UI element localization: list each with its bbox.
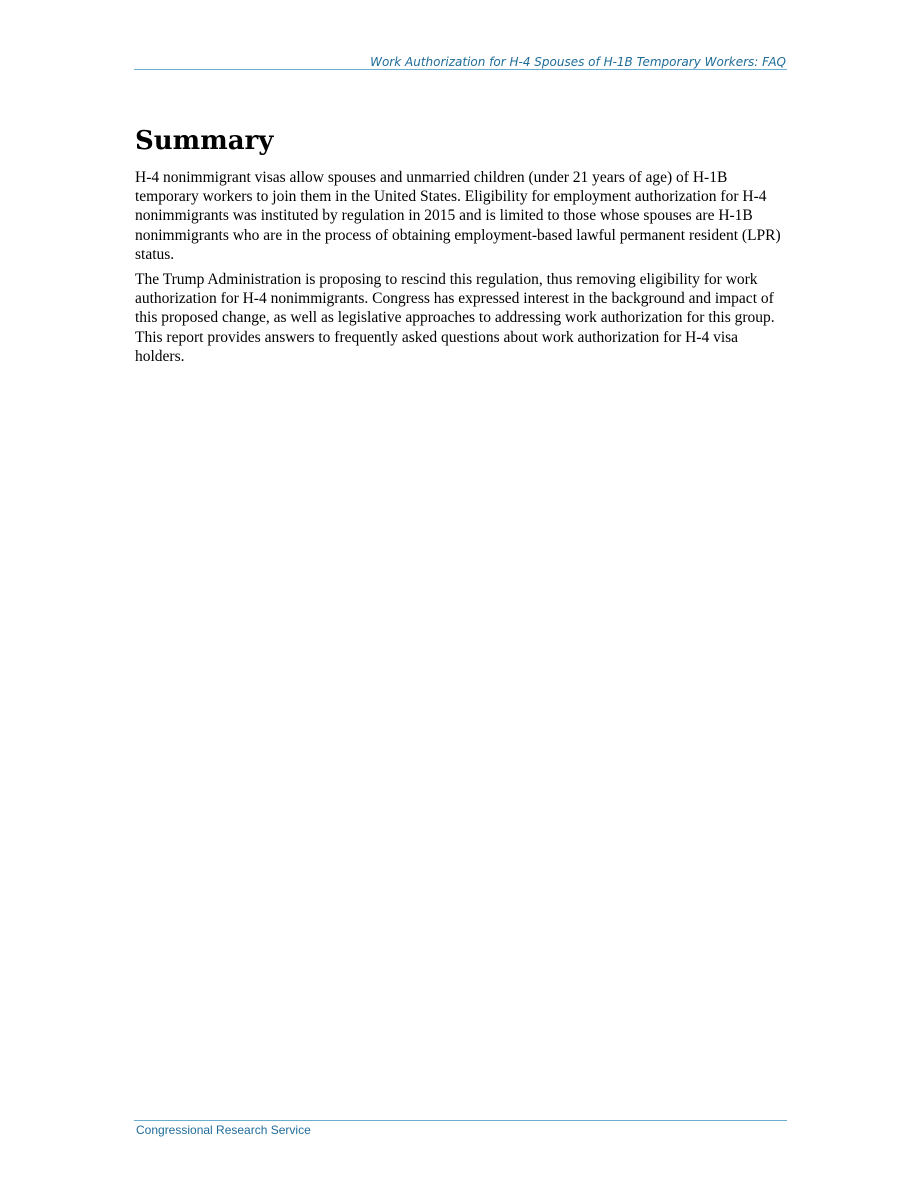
footer-divider xyxy=(134,1120,787,1121)
footer-organization: Congressional Research Service xyxy=(136,1123,311,1137)
header-divider xyxy=(134,69,787,70)
summary-body xyxy=(135,168,790,372)
page-title: Summary xyxy=(135,126,274,156)
summary-paragraph-1: H-4 nonimmigrant visas allow spouses and unmarried children (under 21 years of age) of H-1B temporary workers to join them in the United States. Eligibility for employment authorization for H-4 nonimmigrants was instituted by regulation in 2015 and is limited to those whose spouses are H-1B nonimmigrants who are in the process of obtaining employment-based lawful permanent resident (LPR) status. xyxy=(135,169,781,263)
running-header: Work Authorization for H-4 Spouses of H-1B Temporary Workers: FAQ xyxy=(370,55,786,69)
summary-paragraph-2: The Trump Administration is proposing to rescind this regulation, thus removing eligibility for work authorization for H-4 nonimmigrants. Congress has expressed interest in the background and impact of this proposed change, as well as legislative approaches to addressing work authorization for this group. This report provides answers to frequently asked questions about work authorization for H-4 visa holders. xyxy=(135,271,775,365)
